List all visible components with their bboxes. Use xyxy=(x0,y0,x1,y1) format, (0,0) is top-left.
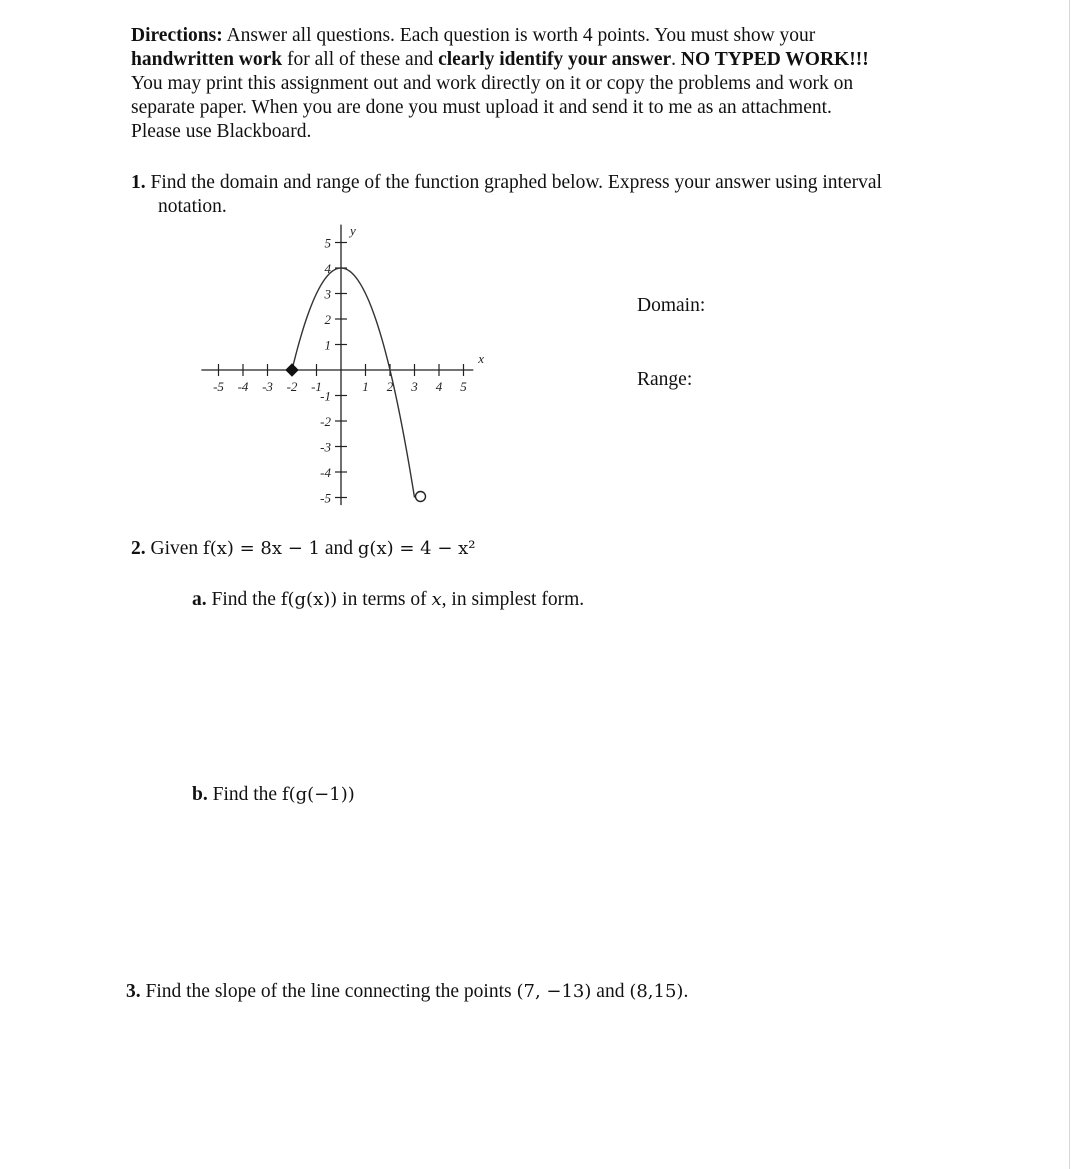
point-2: (8,15) xyxy=(629,981,684,1002)
x-tick-label: -3 xyxy=(262,379,273,394)
directions-block xyxy=(131,24,931,144)
point-1: (7, −13) xyxy=(516,981,592,1002)
y-tick-label: -3 xyxy=(320,439,331,455)
y-tick-label: 2 xyxy=(324,312,331,327)
x-tick-label: 2 xyxy=(386,379,394,394)
no-typed-work-warning: NO TYPED WORK!!! xyxy=(680,49,869,70)
question-2b: b. Find the f(g(−1)) xyxy=(192,784,355,805)
y-tick-label: 3 xyxy=(324,286,331,302)
y-tick-label: -4 xyxy=(320,465,331,480)
question-2-number: 2. xyxy=(131,538,146,559)
x-tick-label: -5 xyxy=(213,379,224,394)
domain-label: Domain: xyxy=(637,295,706,316)
x-axis-letter: x xyxy=(478,351,484,366)
graph-svg xyxy=(190,222,535,522)
question-1 xyxy=(131,171,971,219)
question-2b-label: b. xyxy=(192,784,208,805)
x-tick-label: 1 xyxy=(362,379,369,394)
question-1-line-2: notation. xyxy=(158,196,227,217)
question-3: 3. Find the slope of the line connecting the points (7, −13) and (8,15). xyxy=(126,981,689,1002)
y-tick-label: 1 xyxy=(324,337,331,353)
directions-line-3: You may print this assignment out and work directly on it or copy the problems and work on xyxy=(131,73,854,94)
x-tick-label: -4 xyxy=(237,379,249,394)
scan-edge-line xyxy=(1069,0,1070,1169)
f-definition: f(x) = 8x − 1 xyxy=(203,538,320,559)
directions-line-5: Please use Blackboard. xyxy=(131,121,312,142)
range-label: Range: xyxy=(637,369,693,390)
x-tick-label: -2 xyxy=(286,379,298,394)
closed-endpoint xyxy=(286,364,298,376)
g-definition: g(x) = 4 − x² xyxy=(357,538,476,559)
x-tick-label: 5 xyxy=(460,379,467,394)
directions-line-4: separate paper. When you are done you must upload it and send it to me as an attachment. xyxy=(131,97,832,118)
composition-expression-b: f(g(−1)) xyxy=(281,784,355,805)
x-tick-label: 3 xyxy=(411,379,418,394)
question-2a-label: a. xyxy=(192,589,207,610)
y-tick-label: 4 xyxy=(324,261,331,276)
question-2: 2. Given f(x) = 8x − 1 and g(x) = 4 − x² xyxy=(131,538,476,559)
directions-line-1: Directions: Answer all questions. Each question is worth 4 points. You must show your xyxy=(131,25,816,46)
question-1-line-1: 1. Find the domain and range of the function graphed below. Express your answer using interval xyxy=(131,172,882,193)
x-tick-label: 4 xyxy=(435,379,443,394)
y-tick-label: 5 xyxy=(324,235,331,251)
y-axis-letter: y xyxy=(350,222,356,238)
directions-line-2: handwritten work for all of these and clearly identify your answer. NO TYPED WORK!!! xyxy=(131,49,869,70)
open-endpoint xyxy=(416,492,426,502)
y-tick-label: -2 xyxy=(320,414,331,429)
y-tick-label: -5 xyxy=(320,490,331,506)
x-tick-label: -1 xyxy=(311,379,322,394)
function-graph xyxy=(190,222,535,522)
composition-expression-a: f(g(x)) xyxy=(280,589,338,610)
directions-label: Directions: xyxy=(131,25,223,46)
question-3-number: 3. xyxy=(126,981,141,1002)
y-tick-label: -1 xyxy=(320,388,331,404)
question-2a: a. Find the f(g(x)) in terms of x, in simplest form. xyxy=(192,589,585,610)
question-1-number: 1. xyxy=(131,172,146,193)
